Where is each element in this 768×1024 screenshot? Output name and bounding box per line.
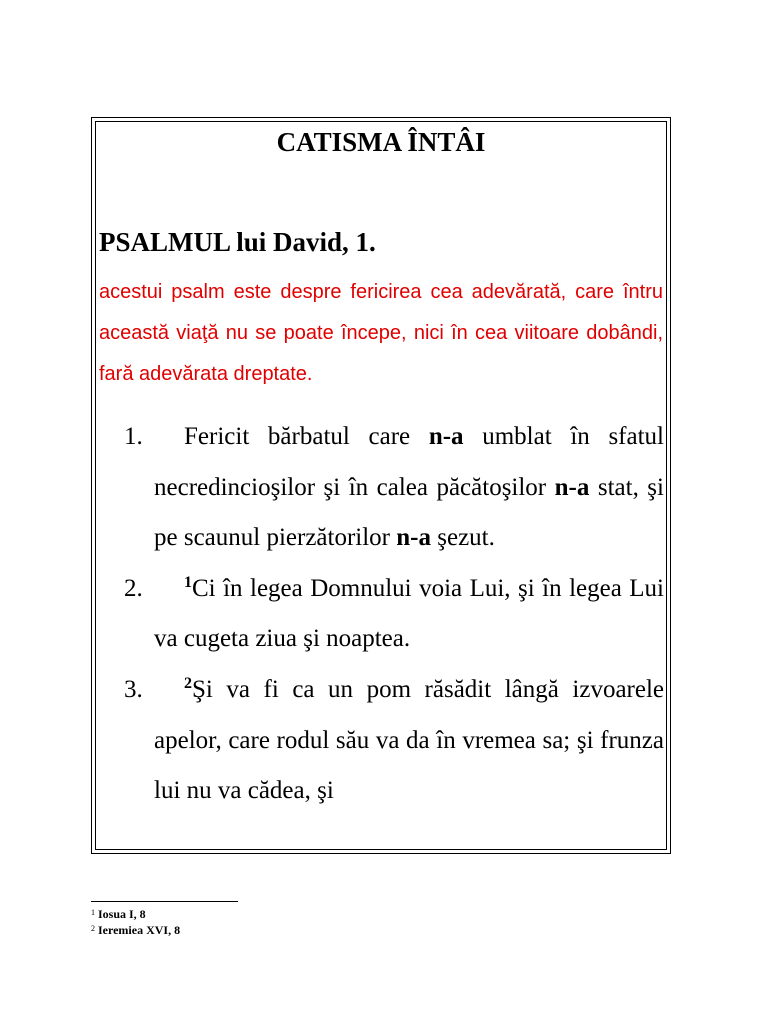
verse-text <box>154 676 664 804</box>
verse-number: 2. <box>124 574 143 602</box>
psalm-heading: PSALMUL lui David, 1. <box>99 227 376 257</box>
footnote-text: Ieremiea XVI, 8 <box>98 923 181 937</box>
text-frame-inner <box>95 121 667 850</box>
verse-segment: şezut. <box>431 524 495 552</box>
verse-list <box>124 412 664 817</box>
footnote-text: Iosua I, 8 <box>98 907 146 921</box>
verse-text <box>154 423 664 551</box>
footnote-list <box>91 906 180 938</box>
footnote-item <box>91 922 180 938</box>
verse-segment: Fericit bărbatul care <box>184 423 429 450</box>
verse-segment: Şi va fi ca un pom răsădit lângă izvoarele apelor, care rodul său va da în vremea sa; şi frunza lui nu va cădea, şi <box>154 675 664 805</box>
footnote-mark: 1 <box>91 908 95 917</box>
verse-item <box>124 665 664 817</box>
footnote-mark: 2 <box>91 924 95 933</box>
verse-segment: umblat în sfatul necredincioşilor şi în calea păcătoşilor <box>154 423 664 501</box>
footnote-reference[interactable]: 2 <box>184 674 192 692</box>
text-frame <box>91 117 671 854</box>
catisma-title: CATISMA ÎNTÂI <box>276 127 486 157</box>
verse-segment-bold: n-a <box>396 524 431 552</box>
footnote-reference[interactable]: 1 <box>184 573 192 591</box>
verse-segment-bold: n-a <box>428 423 464 450</box>
footnote-item <box>91 906 180 922</box>
verse-item <box>124 564 664 665</box>
verse-segment: stat, şi pe scaunul pierzătorilor <box>154 473 664 552</box>
verse-number: 1. <box>124 423 143 450</box>
verse-text <box>154 575 664 653</box>
verse-item <box>124 412 664 564</box>
footnote-separator <box>91 901 238 902</box>
verse-number: 3. <box>124 675 143 703</box>
psalm-intro: acestui psalm este despre fericirea cea adevărată, care întru această viaţă nu se poate începe, nici în cea viitoare dobândi, fară adevărata dreptate. <box>99 281 663 385</box>
verse-segment: Ci în legea Domnului voia Lui, şi în legea Lui va cugeta ziua şi noaptea. <box>154 574 664 653</box>
verse-segment-bold: n-a <box>554 473 590 501</box>
